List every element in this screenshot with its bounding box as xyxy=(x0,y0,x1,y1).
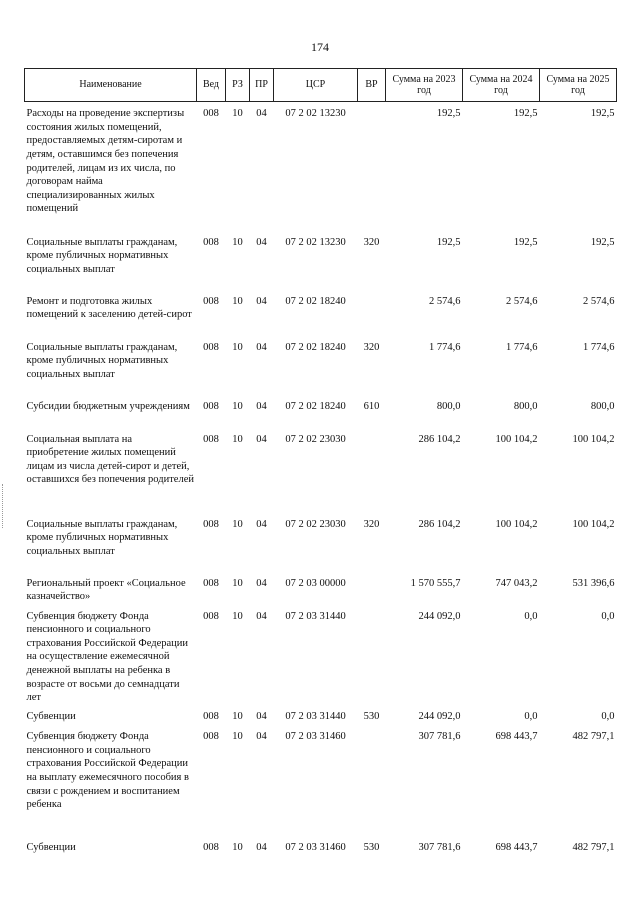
row-sum-2023: 244 092,0 xyxy=(418,710,461,722)
row-ved: 008 xyxy=(203,610,219,622)
table-row xyxy=(25,725,617,836)
row-vr xyxy=(358,605,386,705)
table-row xyxy=(25,395,617,428)
row-sum-2024: 747 043,2 xyxy=(495,577,538,589)
row-vr: 610 xyxy=(363,400,380,412)
row-name: Расходы на проведение экспертизы состояния жилых помещений, предоставляемых детям-сиротам и детям, оставшимся без попечения родителей, лицам из их числа, по договорам найма специализированных жилых помещений xyxy=(26,108,185,215)
header-sum-2023: Сумма на 2023 год xyxy=(386,69,463,102)
row-name: Субсидии бюджетным учреждениям xyxy=(26,400,190,412)
row-pr: 04 xyxy=(256,236,267,248)
table-row xyxy=(25,705,617,725)
row-sum-2023: 1 774,6 xyxy=(429,341,461,353)
row-sum-2024: 192,5 xyxy=(513,108,538,119)
row-sum-2025: 0,0 xyxy=(601,710,615,722)
row-sum-2024: 1 774,6 xyxy=(506,341,538,353)
row-pr: 04 xyxy=(256,400,267,412)
row-name: Социальные выплаты гражданам, кроме публичных нормативных социальных выплат xyxy=(26,236,178,275)
row-pr: 04 xyxy=(256,433,267,445)
budget-table xyxy=(24,68,617,866)
row-ved: 008 xyxy=(203,400,219,412)
row-pr: 04 xyxy=(256,518,267,530)
row-sum-2025: 192,5 xyxy=(590,236,615,248)
table-row xyxy=(25,428,617,513)
row-csr: 07 2 02 18240 xyxy=(285,400,346,412)
row-pr: 04 xyxy=(256,108,267,119)
row-ved: 008 xyxy=(203,295,219,307)
row-rz: 10 xyxy=(232,610,243,622)
row-ved: 008 xyxy=(203,108,219,119)
row-vr xyxy=(358,428,386,513)
row-pr: 04 xyxy=(256,610,267,622)
row-sum-2025: 100 104,2 xyxy=(572,518,615,530)
row-rz: 10 xyxy=(232,295,243,307)
row-vr: 530 xyxy=(363,710,380,722)
row-sum-2023: 192,5 xyxy=(436,236,461,248)
row-rz: 10 xyxy=(232,518,243,530)
row-sum-2025: 100 104,2 xyxy=(572,433,615,445)
row-csr: 07 2 02 18240 xyxy=(285,295,346,307)
header-rz: РЗ xyxy=(226,69,250,102)
row-sum-2025: 2 574,6 xyxy=(583,295,615,307)
row-sum-2025: 482 797,1 xyxy=(572,730,615,742)
table-row xyxy=(25,605,617,705)
row-sum-2025: 0,0 xyxy=(601,610,615,622)
row-sum-2025: 192,5 xyxy=(590,108,615,119)
row-ved: 008 xyxy=(203,710,219,722)
row-ved: 008 xyxy=(203,433,219,445)
row-pr: 04 xyxy=(256,341,267,353)
row-csr: 07 2 02 23030 xyxy=(285,433,346,445)
row-ved: 008 xyxy=(203,341,219,353)
header-sum-2025: Сумма на 2025 год xyxy=(540,69,617,102)
row-ved: 008 xyxy=(203,841,219,853)
row-vr xyxy=(358,725,386,836)
row-sum-2025: 482 797,1 xyxy=(572,841,615,853)
row-vr: 530 xyxy=(363,841,380,853)
row-sum-2023: 192,5 xyxy=(436,108,461,119)
row-csr: 07 2 03 31440 xyxy=(285,610,346,622)
row-rz: 10 xyxy=(232,577,243,589)
row-sum-2024: 0,0 xyxy=(524,610,538,622)
row-rz: 10 xyxy=(232,710,243,722)
table-row xyxy=(25,513,617,572)
row-pr: 04 xyxy=(256,841,267,853)
row-name: Субвенция бюджету Фонда пенсионного и социального страхования Российской Федерации на выплату ежемесячного пособия в связи с рождением и воспитанием ребенка xyxy=(26,730,189,811)
row-sum-2025: 800,0 xyxy=(590,400,615,412)
row-pr: 04 xyxy=(256,295,267,307)
row-ved: 008 xyxy=(203,518,219,530)
row-rz: 10 xyxy=(232,433,243,445)
row-sum-2024: 698 443,7 xyxy=(495,730,538,742)
row-vr xyxy=(358,102,386,231)
table-row xyxy=(25,572,617,605)
page-number: 174 xyxy=(311,40,329,54)
row-sum-2024: 192,5 xyxy=(513,236,538,248)
table-body xyxy=(25,102,617,866)
row-csr: 07 2 03 31460 xyxy=(285,841,346,853)
row-sum-2023: 286 104,2 xyxy=(418,518,461,530)
row-ved: 008 xyxy=(203,236,219,248)
row-name: Социальные выплаты гражданам, кроме публичных нормативных социальных выплат xyxy=(26,341,178,380)
row-sum-2023: 1 570 555,7 xyxy=(410,577,461,589)
row-rz: 10 xyxy=(232,730,243,742)
row-sum-2024: 100 104,2 xyxy=(495,433,538,445)
row-name: Субвенции xyxy=(26,710,76,722)
header-ved: Вед xyxy=(197,69,226,102)
row-name: Субвенция бюджету Фонда пенсионного и социального страхования Российской Федерации на осуществление ежемесячной денежной выплаты на ребенка в возрасте от восьми до семнадцати лет xyxy=(26,610,189,704)
row-csr: 07 2 03 31440 xyxy=(285,710,346,722)
row-sum-2025: 531 396,6 xyxy=(572,577,615,589)
row-vr: 320 xyxy=(363,518,380,530)
row-name: Субвенции xyxy=(26,841,76,853)
header-sum-2024: Сумма на 2024 год xyxy=(463,69,540,102)
row-sum-2025: 1 774,6 xyxy=(583,341,615,353)
row-csr: 07 2 02 13230 xyxy=(285,236,346,248)
header-name: Наименование xyxy=(25,69,197,102)
scan-edge-mark xyxy=(2,484,6,528)
table-row xyxy=(25,836,617,866)
row-vr: 320 xyxy=(363,341,380,353)
row-name: Социальная выплата на приобретение жилых помещений лицам из числа детей-сирот и детей, оставшихся без попечения родителей xyxy=(26,433,194,486)
row-name: Региональный проект «Социальное казначейство» xyxy=(26,577,186,603)
row-rz: 10 xyxy=(232,841,243,853)
row-vr xyxy=(358,572,386,605)
row-sum-2023: 2 574,6 xyxy=(429,295,461,307)
table-row xyxy=(25,231,617,290)
row-sum-2024: 2 574,6 xyxy=(506,295,538,307)
table-row xyxy=(25,290,617,336)
row-rz: 10 xyxy=(232,341,243,353)
row-csr: 07 2 03 00000 xyxy=(285,577,346,589)
row-vr: 320 xyxy=(363,236,380,248)
row-csr: 07 2 02 13230 xyxy=(285,108,346,119)
table-row xyxy=(25,102,617,231)
row-rz: 10 xyxy=(232,108,243,119)
row-pr: 04 xyxy=(256,710,267,722)
table-row xyxy=(25,336,617,395)
row-sum-2023: 286 104,2 xyxy=(418,433,461,445)
row-csr: 07 2 02 18240 xyxy=(285,341,346,353)
row-sum-2023: 244 092,0 xyxy=(418,610,461,622)
header-vr: ВР xyxy=(358,69,386,102)
row-sum-2023: 307 781,6 xyxy=(418,841,461,853)
row-sum-2024: 0,0 xyxy=(524,710,538,722)
row-pr: 04 xyxy=(256,577,267,589)
row-sum-2024: 100 104,2 xyxy=(495,518,538,530)
row-vr xyxy=(358,290,386,336)
row-ved: 008 xyxy=(203,730,219,742)
row-pr: 04 xyxy=(256,730,267,742)
row-name: Ремонт и подготовка жилых помещений к заселению детей-сирот xyxy=(26,295,192,321)
row-sum-2023: 800,0 xyxy=(436,400,461,412)
row-csr: 07 2 03 31460 xyxy=(285,730,346,742)
row-csr: 07 2 02 23030 xyxy=(285,518,346,530)
row-ved: 008 xyxy=(203,577,219,589)
row-sum-2024: 800,0 xyxy=(513,400,538,412)
row-rz: 10 xyxy=(232,400,243,412)
row-name: Социальные выплаты гражданам, кроме публичных нормативных социальных выплат xyxy=(26,518,178,557)
row-sum-2023: 307 781,6 xyxy=(418,730,461,742)
row-rz: 10 xyxy=(232,236,243,248)
table-header-row xyxy=(25,69,617,102)
header-csr: ЦСР xyxy=(274,69,358,102)
row-sum-2024: 698 443,7 xyxy=(495,841,538,853)
header-pr: ПР xyxy=(250,69,274,102)
